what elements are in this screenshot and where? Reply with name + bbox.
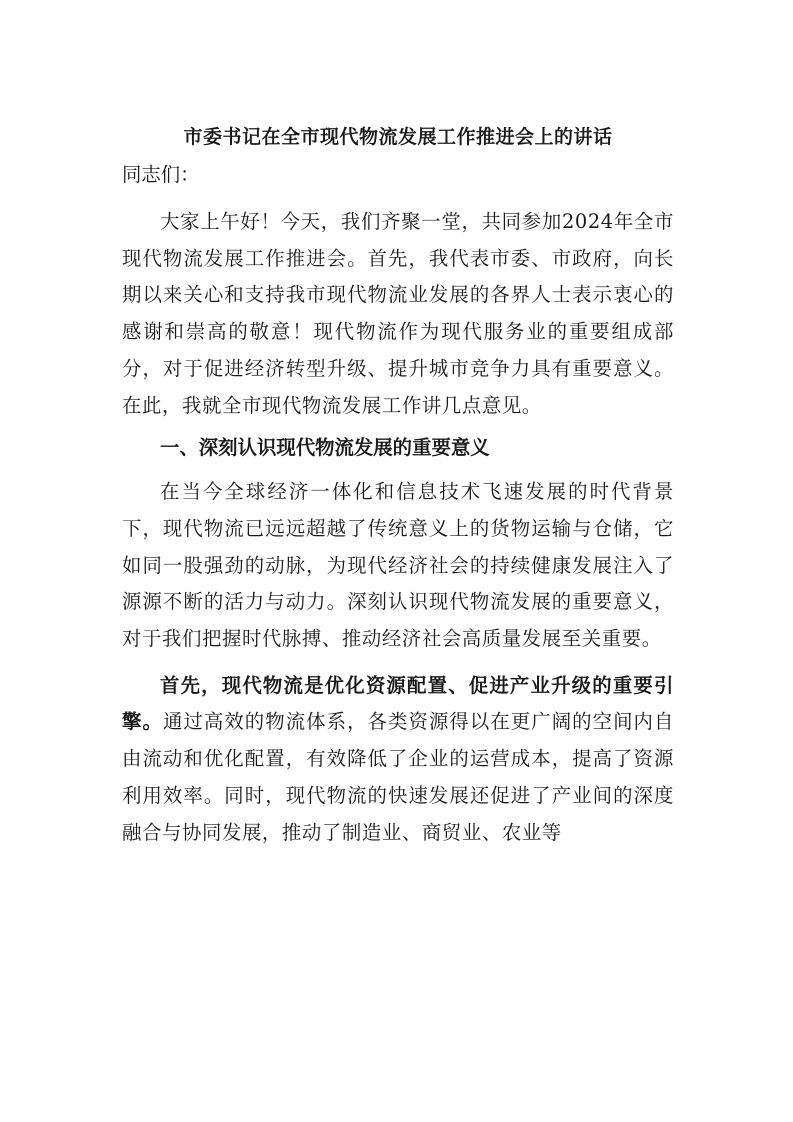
- intro-paragraph: 大家上午好！今天，我们齐聚一堂，共同参加2024年全市现代物流发展工作推进会。首先，我代表市委、市政府，向长期以来关心和支持我市现代物流业发展的各界人士表示衷心的感谢和崇高的敬意！现代物流作为现代服务业的重要组成部分，对于促进经济转型升级、提升城市竞争力具有重要意义。在此，我就全市现代物流发展工作讲几点意见。: [122, 210, 674, 417]
- document-title: 市委书记在全市现代物流发展工作推进会上的讲话: [183, 126, 613, 148]
- point-1-paragraph: [122, 668, 674, 852]
- document-page: [122, 118, 674, 851]
- section-1-paragraph: 在当今全球经济一体化和信息技术飞速发展的时代背景下，现代物流已远远超越了传统意义上的货物运输与仓储，它如同一股强劲的动脉，为现代经济社会的持续健康发展注入了源源不断的活力与动力。深刻认识现代物流发展的重要意义，对于我们把握时代脉搏、推动经济社会高质量发展至关重要。: [122, 480, 674, 651]
- salutation: 同志们：: [122, 163, 200, 186]
- point-1-body: 通过高效的物流体系，各类资源得以在更广阔的空间内自由流动和优化配置，有效降低了企业的运营成本，提高了资源利用效率。同时，现代物流的快速发展还促进了产业间的深度融合与协同发展，推动了制造业、商贸业、农业等: [122, 710, 675, 844]
- section-heading-1: 一、深刻认识现代物流发展的重要意义: [160, 436, 490, 460]
- point-1-lead: 首先，现代物流是优化资源配置、促进产业升级的重要引擎。: [122, 673, 674, 734]
